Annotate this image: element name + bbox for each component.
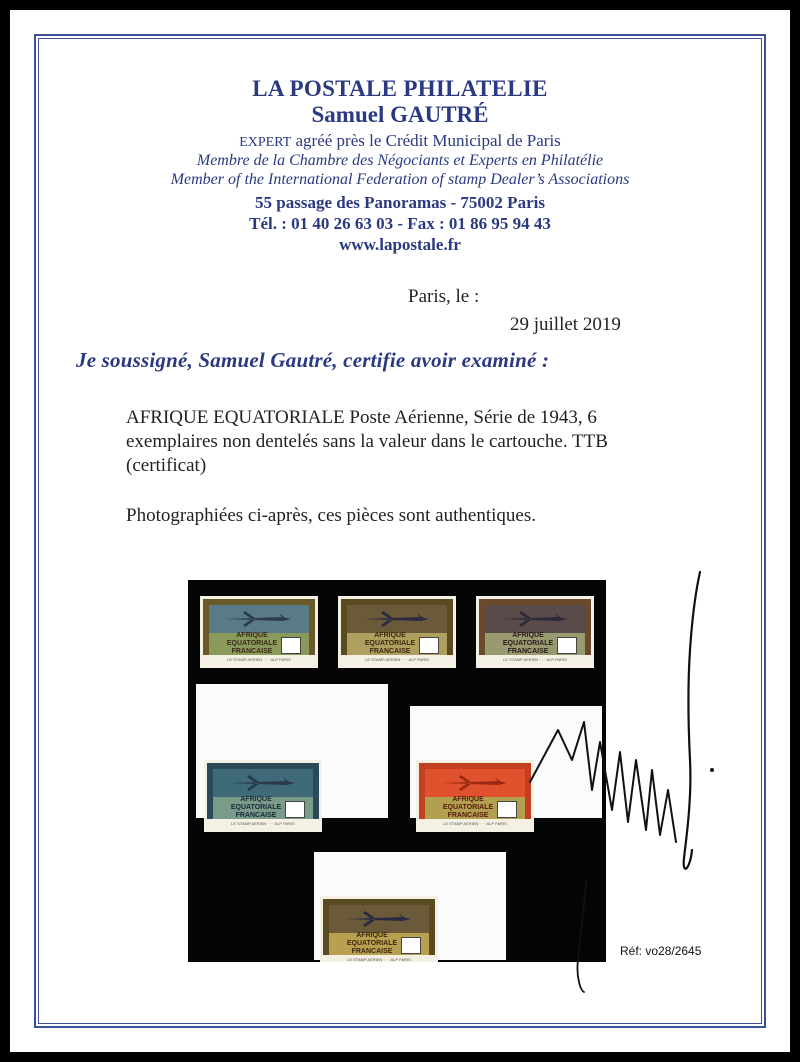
stamp-3 (476, 596, 594, 668)
stamp-inscription: AFRIQUE EQUATORIALE FRANCAISE (346, 932, 398, 955)
certification-statement: Je soussigné, Samuel Gautré, certifie avoir examiné : (76, 348, 550, 372)
stamp-value-cartouche (557, 637, 577, 654)
stamp-2 (338, 596, 456, 668)
stamp-right-border (429, 903, 435, 953)
stamp-6 (320, 896, 438, 962)
stamp-right-border (585, 603, 591, 653)
stamp-footer: LE STAMP AERIEN · · · ALP PARIS (419, 819, 531, 829)
stamp-inscription: AFRIQUE EQUATORIALE FRANCAISE (364, 632, 416, 655)
stamp-left-border (341, 603, 347, 653)
expert-name: Samuel GAUTRÉ (311, 102, 489, 127)
stamp-value-cartouche (281, 637, 301, 654)
expert-accreditation (10, 131, 790, 151)
stamp-inscription: AFRIQUE EQUATORIALE FRANCAISE (502, 632, 554, 655)
stamp-1 (200, 596, 318, 668)
company-title: LA POSTALE PHILATELIE (252, 76, 548, 101)
stamp-right-border (309, 603, 315, 653)
stamp-right-border (525, 767, 531, 817)
airplane-icon (499, 609, 569, 629)
address: 55 passage des Panoramas - 75002 Paris (255, 193, 545, 212)
stamp-left-border (323, 903, 329, 953)
stamp-left-border (203, 603, 209, 653)
stamp-value-cartouche (497, 801, 517, 818)
stamp-5 (416, 760, 534, 832)
stamp-inscription: AFRIQUE EQUATORIALE FRANCAISE (226, 632, 278, 655)
stamp-value-cartouche (285, 801, 305, 818)
airplane-icon (223, 609, 293, 629)
airplane-icon (343, 909, 413, 929)
stamp-right-border (313, 767, 319, 817)
item-description: AFRIQUE EQUATORIALE Poste Aérienne, Série de 1943, 6 exemplaires non dentelés sans la valeur dans le cartouche. TTB (certificat) (126, 407, 608, 476)
stamp-left-border (479, 603, 485, 653)
stamp-4 (204, 760, 322, 832)
website: www.lapostale.fr (339, 235, 461, 254)
stamp-footer: LE STAMP AERIEN · · · ALP PARIS (341, 655, 453, 665)
certificate-date: 29 juillet 2019 (510, 314, 621, 335)
stamp-footer: LE STAMP AERIEN · · · ALP PARIS (323, 955, 435, 962)
expert-rest: agréé près le Crédit Municipal de Paris (291, 131, 561, 150)
stamp-footer: LE STAMP AERIEN · · · ALP PARIS (479, 655, 591, 665)
stamp-left-border (207, 767, 213, 817)
stamp-inscription: AFRIQUE EQUATORIALE FRANCAISE (442, 796, 494, 819)
membership-english: Member of the International Federation of stamp Dealer’s Associations (170, 171, 630, 188)
stamp-left-border (419, 767, 425, 817)
airplane-icon (227, 773, 297, 793)
place-label: Paris, le : (408, 286, 480, 307)
airplane-icon (439, 773, 509, 793)
stamp-inscription: AFRIQUE EQUATORIALE FRANCAISE (230, 796, 282, 819)
membership-french: Membre de la Chambre des Négociants et Experts en Philatélie (196, 152, 604, 169)
phone-fax: Tél. : 01 40 26 63 03 - Fax : 01 86 95 94 43 (249, 214, 551, 233)
certificate-page (10, 10, 790, 1052)
stamp-right-border (447, 603, 453, 653)
authenticity-statement: Photographiées ci-après, ces pièces sont authentiques. (126, 505, 536, 526)
airplane-icon (361, 609, 431, 629)
expert-caps: EXPERT (239, 135, 292, 150)
reference-number: Réf: vo28/2645 (620, 944, 702, 958)
stamp-footer: LE STAMP AERIEN · · · ALP PARIS (203, 655, 315, 665)
stamp-footer: LE STAMP AERIEN · · · ALP PARIS (207, 819, 319, 829)
stamp-value-cartouche (419, 637, 439, 654)
stamps-photo (188, 580, 606, 962)
stamp-value-cartouche (401, 937, 421, 954)
